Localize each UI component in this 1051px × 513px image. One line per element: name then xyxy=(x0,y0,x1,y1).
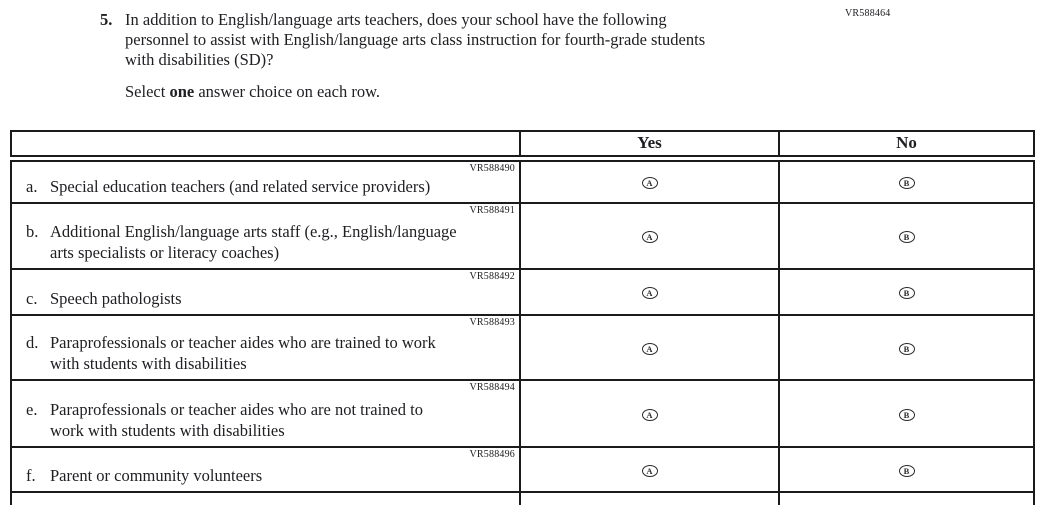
personnel-table-body xyxy=(11,158,1034,492)
personnel-table xyxy=(10,130,1035,505)
answer-cell-yes xyxy=(520,203,779,269)
answer-bubble-b[interactable]: B xyxy=(899,465,915,477)
answer-bubble-a[interactable]: A xyxy=(642,177,658,189)
answer-cell-yes xyxy=(520,315,779,380)
header-cell-blank xyxy=(11,131,520,158)
row-letter: f. xyxy=(26,466,36,485)
row-label-text: with students with disabilities xyxy=(50,354,247,373)
answer-bubble-b[interactable]: B xyxy=(899,177,915,189)
row-label-text: Special education teachers (and related service providers) xyxy=(50,177,431,196)
question-text xyxy=(125,10,705,102)
table-row xyxy=(11,447,1034,492)
table-cutoff-continuation xyxy=(11,492,1034,505)
answer-cell-no xyxy=(779,158,1034,203)
table-row xyxy=(11,203,1034,269)
table-header xyxy=(11,131,1034,158)
answer-cell-yes xyxy=(520,269,779,315)
row-letter: d. xyxy=(26,333,39,352)
question-line: In addition to English/language arts teachers, does your school have the following xyxy=(125,10,667,29)
row-label xyxy=(26,465,515,486)
question-instruction xyxy=(125,82,705,102)
header-cell-yes: Yes xyxy=(520,131,779,158)
row-label-cell xyxy=(11,203,520,269)
cutoff-no-cell xyxy=(779,492,1034,505)
row-label xyxy=(26,221,515,263)
answer-bubble-b[interactable]: B xyxy=(899,409,915,421)
row-label-text: Speech pathologists xyxy=(50,289,182,308)
row-vr-code: VR588490 xyxy=(469,162,515,174)
answer-bubble-a[interactable]: A xyxy=(642,343,658,355)
answer-cell-no xyxy=(779,315,1034,380)
row-vr-code: VR588496 xyxy=(469,449,515,460)
row-label-cell xyxy=(11,315,520,380)
row-label-cell xyxy=(11,269,520,315)
table-row xyxy=(11,315,1034,380)
instruction-bold-word: one xyxy=(169,82,195,101)
row-label-text: Additional English/language arts staff (e.g., English/language xyxy=(50,222,457,241)
question-block xyxy=(100,10,705,102)
row-vr-code: VR588492 xyxy=(469,271,515,282)
cutoff-yes-cell xyxy=(520,492,779,505)
row-label-text: work with students with disabilities xyxy=(50,421,285,440)
row-letter: e. xyxy=(26,400,38,419)
answer-cell-yes xyxy=(520,447,779,492)
answer-cell-no xyxy=(779,380,1034,447)
row-label xyxy=(26,176,515,197)
row-vr-code: VR588491 xyxy=(469,205,515,216)
table-row xyxy=(11,269,1034,315)
answer-bubble-a[interactable]: A xyxy=(642,231,658,243)
answer-bubble-a[interactable]: A xyxy=(642,409,658,421)
row-label-cell xyxy=(11,158,520,203)
row-label-cell xyxy=(11,447,520,492)
row-label-text: arts specialists or literacy coaches) xyxy=(50,243,280,262)
row-label xyxy=(26,332,515,374)
row-label xyxy=(26,399,515,441)
answer-bubble-b[interactable]: B xyxy=(899,287,915,299)
form-code: VR588464 xyxy=(845,8,891,19)
instruction-prefix: Select xyxy=(125,82,170,101)
question-line: personnel to assist with English/language arts class instruction for fourth-grade students xyxy=(125,30,706,49)
question-number: 5. xyxy=(100,10,113,29)
answer-cell-yes xyxy=(520,380,779,447)
row-label-text: Parent or community volunteers xyxy=(50,466,263,485)
table-row xyxy=(11,158,1034,203)
header-cell-no: No xyxy=(779,131,1034,158)
row-letter: a. xyxy=(26,177,38,196)
row-label-text: Paraprofessionals or teacher aides who are not trained to xyxy=(50,400,423,419)
answer-cell-yes xyxy=(520,158,779,203)
row-label-cell xyxy=(11,380,520,447)
cutoff-label-cell xyxy=(11,492,520,505)
row-vr-code: VR588494 xyxy=(469,382,515,393)
answer-bubble-a[interactable]: A xyxy=(642,287,658,299)
answer-bubble-b[interactable]: B xyxy=(899,231,915,243)
row-label-text: Paraprofessionals or teacher aides who are trained to work xyxy=(50,333,436,352)
answer-cell-no xyxy=(779,447,1034,492)
row-label xyxy=(26,288,515,309)
answer-cell-no xyxy=(779,269,1034,315)
answer-cell-no xyxy=(779,203,1034,269)
answer-bubble-b[interactable]: B xyxy=(899,343,915,355)
row-letter: c. xyxy=(26,289,38,308)
answer-bubble-a[interactable]: A xyxy=(642,465,658,477)
row-letter: b. xyxy=(26,222,39,241)
table-row xyxy=(11,380,1034,447)
instruction-suffix: answer choice on each row. xyxy=(194,82,381,101)
question-line: with disabilities (SD)? xyxy=(125,50,274,69)
row-vr-code: VR588493 xyxy=(469,317,515,328)
